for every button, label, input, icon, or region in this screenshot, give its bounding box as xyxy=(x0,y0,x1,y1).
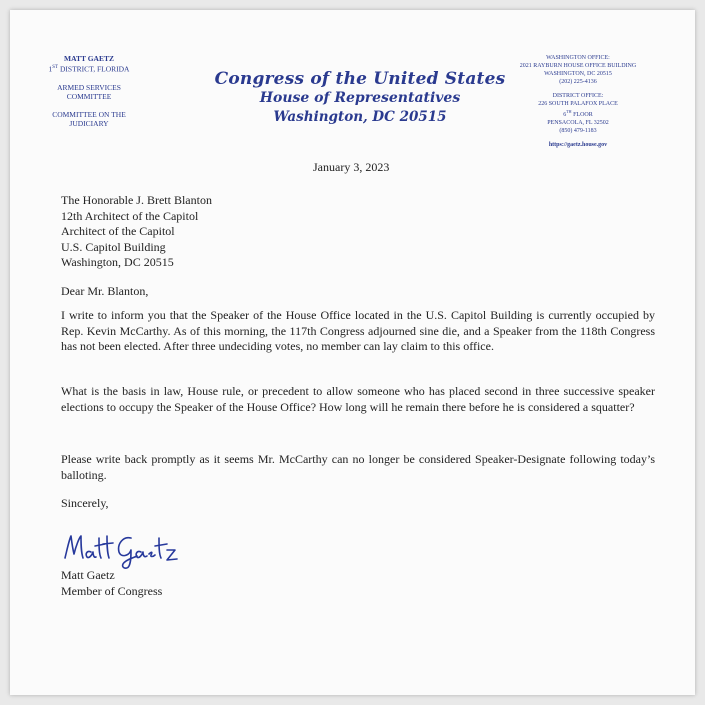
masthead-congress: Congress of the United States xyxy=(214,69,506,89)
address-line: 12th Architect of the Capitol xyxy=(61,208,199,223)
committee-judiciary-line2: JUDICIARY xyxy=(69,118,109,128)
district-office-label: DISTRICT OFFICE: xyxy=(552,93,604,99)
committee-armed-services-line2: COMMITTEE xyxy=(66,91,112,101)
recipient-address xyxy=(61,193,212,271)
handwritten-signature xyxy=(61,524,181,572)
masthead-city: Washington, DC 20515 xyxy=(273,109,447,125)
dc-office-address2: WASHINGTON, DC 20515 xyxy=(544,71,612,77)
member-info-block xyxy=(24,54,154,128)
dc-office-phone: (202) 225-4136 xyxy=(559,79,597,85)
salutation: Dear Mr. Blanton, xyxy=(61,284,149,298)
district-office-phone: (850) 479-1183 xyxy=(559,128,597,134)
paragraph-2: What is the basis in law, House rule, or precedent to allow someone who has placed second in three successive speaker elections to occupy the Speaker of the House Office? How long will he remain there before he is considered a squatter? xyxy=(61,384,655,414)
address-line: The Honorable J. Brett Blanton xyxy=(61,193,212,207)
dc-office-label: WASHINGTON OFFICE: xyxy=(546,55,610,61)
committee-armed-services-line1: ARMED SERVICES xyxy=(57,82,121,92)
address-line: Washington, DC 20515 xyxy=(61,255,174,269)
committee-judiciary-line1: COMMITTEE ON THE xyxy=(52,109,126,119)
signer-name: Matt Gaetz xyxy=(61,568,115,582)
masthead-house: House of Representatives xyxy=(259,90,461,106)
letterhead-masthead xyxy=(190,70,530,127)
letter-page xyxy=(10,10,695,695)
signer-title: Member of Congress xyxy=(61,583,163,598)
address-line: U.S. Capitol Building xyxy=(61,239,166,254)
paragraph-1: I write to inform you that the Speaker of the House Office located in the U.S. Capitol Building is currently occupied by Rep. Kevin McCarthy. As of this morning, the 117th Congress adjourned sine die, and a Speaker from the 118th Congress has not been elected. After three undeciding votes, no member can lay claim to this office. xyxy=(61,308,655,353)
address-line: Architect of the Capitol xyxy=(61,224,175,238)
website-link[interactable]: https://gaetz.house.gov xyxy=(548,142,608,148)
signer-block xyxy=(61,568,162,599)
closing: Sincerely, xyxy=(61,496,109,510)
district-office-city: PENSACOLA, FL 32502 xyxy=(547,120,609,126)
office-info-block xyxy=(498,54,658,149)
district-office-address1: 226 SOUTH PALAFOX PLACE xyxy=(538,101,618,107)
letter-date: January 3, 2023 xyxy=(313,160,390,174)
dc-office-address1: 2021 RAYBURN HOUSE OFFICE BUILDING xyxy=(519,63,637,69)
district-office-floor: 6TH FLOOR xyxy=(563,109,593,118)
paragraph-3: Please write back promptly as it seems Mr. McCarthy can no longer be considered Speaker-Designate following today’s balloting. xyxy=(61,452,655,482)
member-name: MATT GAETZ xyxy=(64,54,114,63)
member-district: 1ST DISTRICT, FLORIDA xyxy=(48,64,130,74)
